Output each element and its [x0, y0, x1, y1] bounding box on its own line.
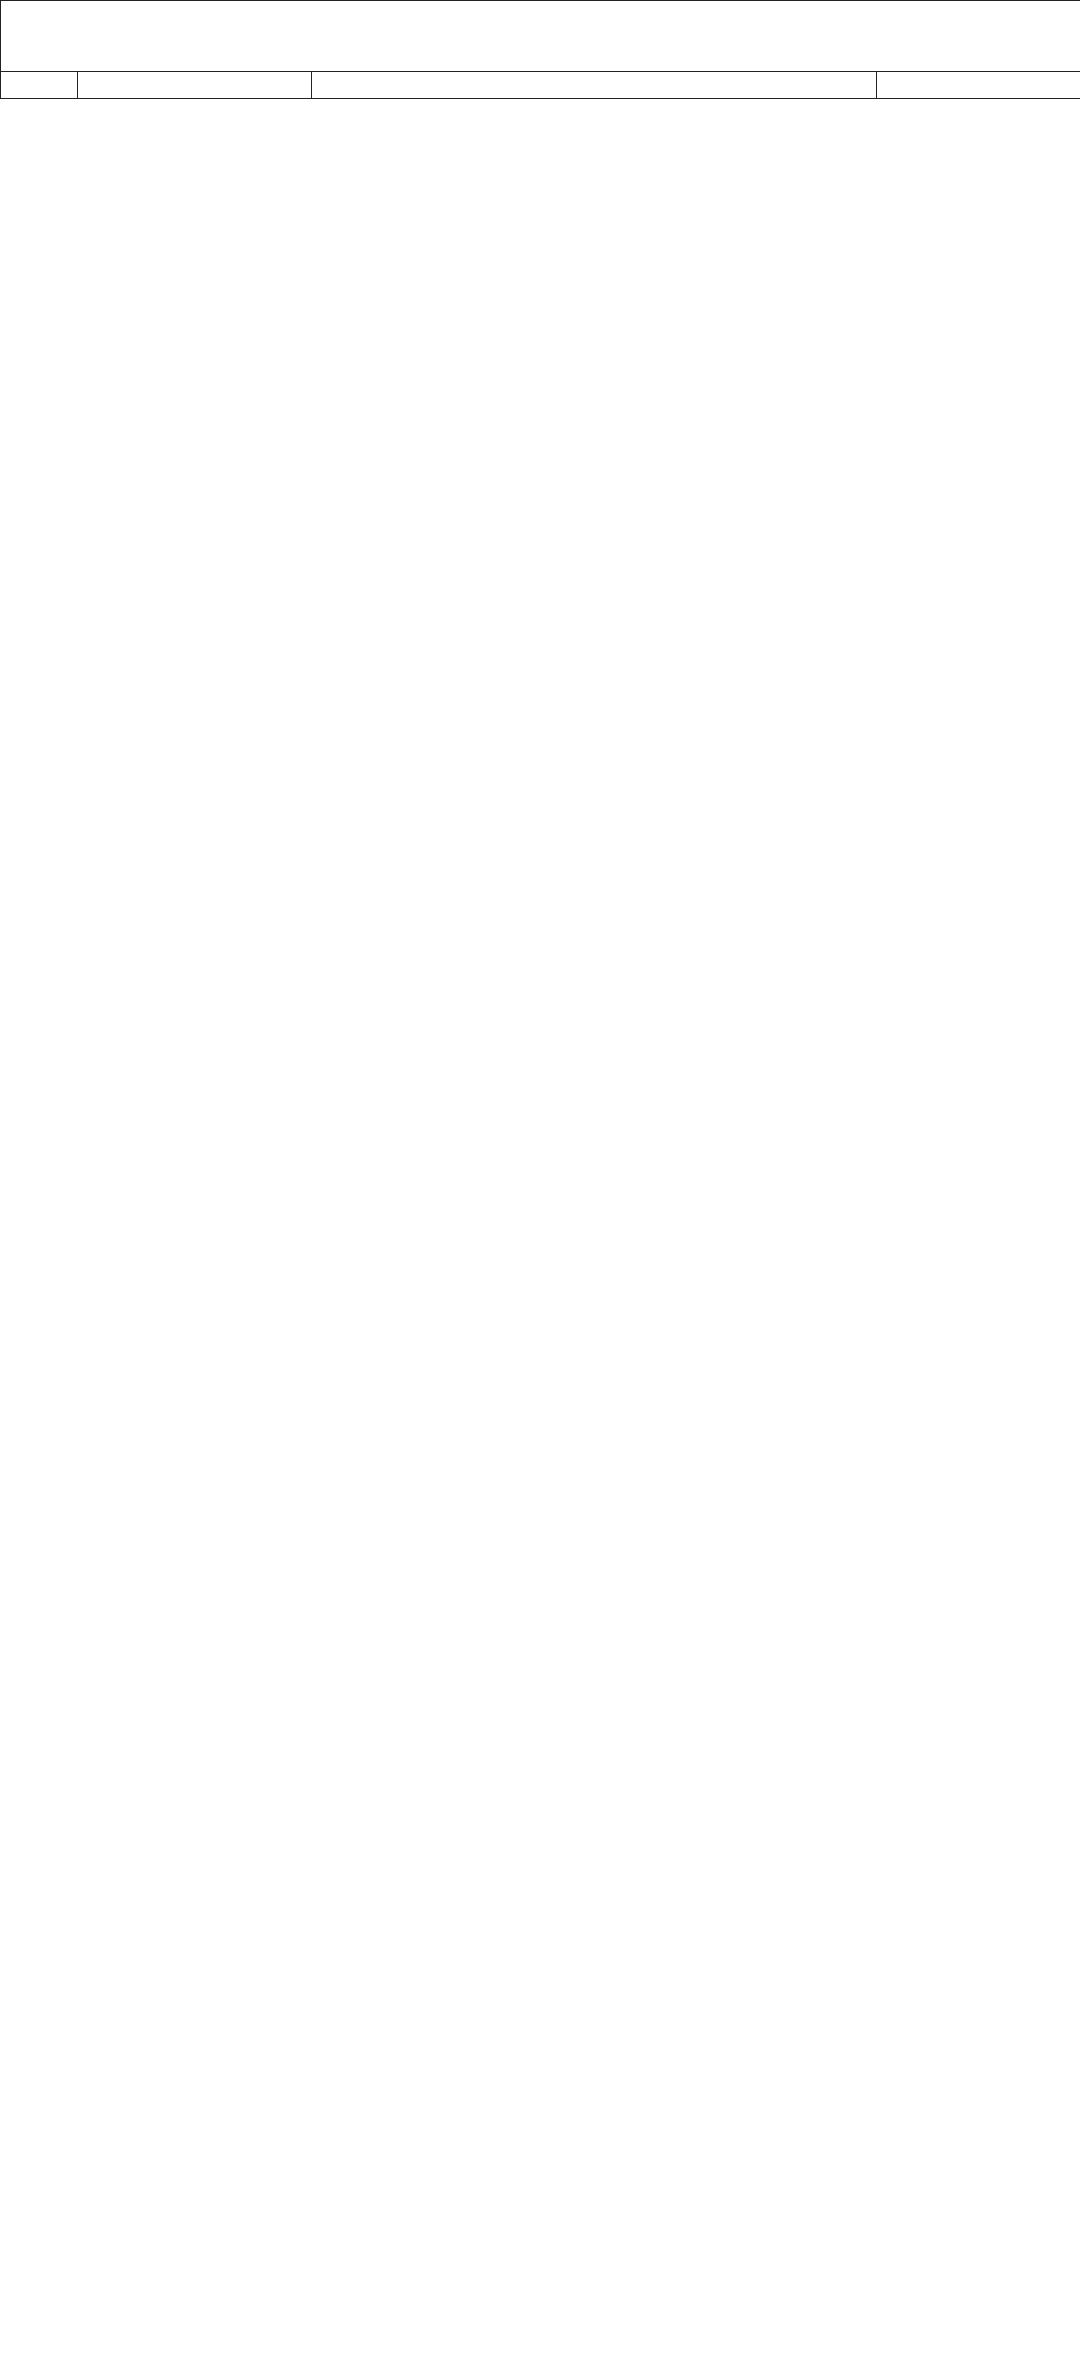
statistics-sheet: [0, 0, 1080, 99]
header-no: [1, 72, 78, 99]
table-title: [1, 1, 1080, 72]
header-unit: [78, 72, 312, 99]
header-row: [1, 72, 1080, 99]
header-feedback: [312, 72, 877, 99]
header-adopt: [877, 72, 1080, 99]
feedback-table: [0, 0, 1080, 99]
